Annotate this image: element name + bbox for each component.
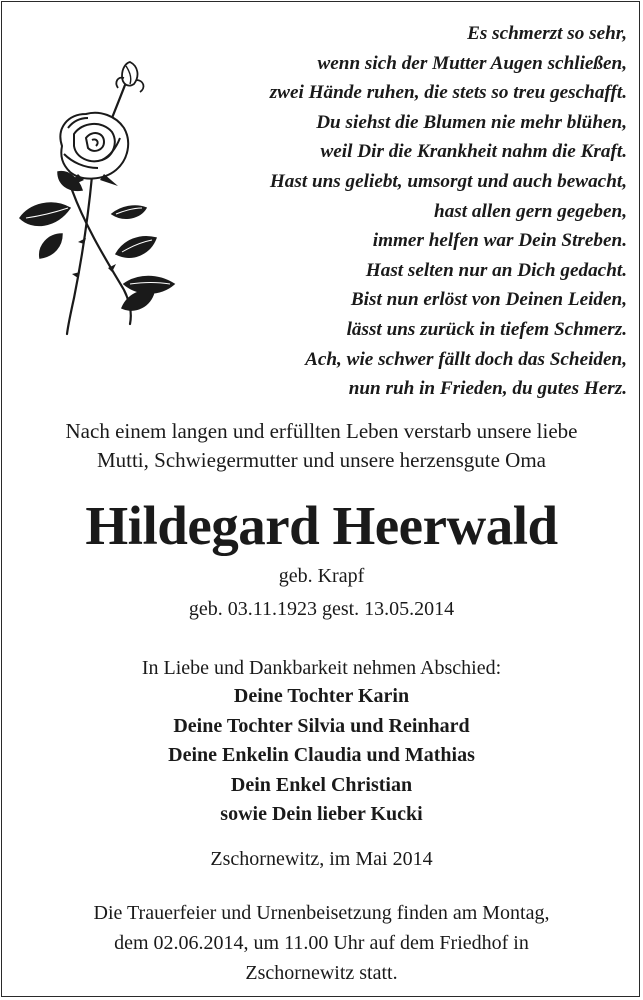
mourner-item: Deine Tochter Silvia und Reinhard	[173, 714, 470, 737]
mourner-item: Dein Enkel Christian	[230, 773, 413, 796]
intro-line: Mutti, Schwiegermutter und unsere herzensgute Oma	[96, 448, 547, 472]
funeral-line: Die Trauerfeier und Urnenbeisetzung finden am Montag,	[93, 902, 550, 924]
intro-line: Nach einem langen und erfüllten Leben verstarb unsere liebe	[65, 419, 578, 443]
poem	[187, 19, 627, 404]
mourner-item: Deine Tochter Karin	[233, 685, 410, 707]
poem-line: immer helfen war Dein Streben.	[372, 230, 627, 252]
poem-line: Hast uns geliebt, umsorgt und auch bewacht,	[269, 170, 627, 192]
mourner-item: sowie Dein lieber Kucki	[220, 803, 423, 826]
poem-line: Es schmerzt so sehr,	[467, 23, 627, 44]
funeral-info	[0, 898, 643, 988]
place-date: Zschornewitz, im Mai 2014	[210, 848, 433, 870]
poem-line: wenn sich der Mutter Augen schließen,	[317, 52, 627, 74]
intro-text	[0, 417, 643, 475]
life-dates: geb. 03.11.1923 gest. 13.05.2014	[188, 598, 455, 620]
mourner-item: Deine Enkelin Claudia und Mathias	[168, 744, 475, 767]
farewell-line: In Liebe und Dankbarkeit nehmen Abschied:	[141, 657, 502, 679]
rose-icon	[12, 58, 184, 338]
poem-line: nun ruh in Frieden, du gutes Herz.	[348, 378, 627, 400]
poem-line: Du siehst die Blumen nie mehr blühen,	[316, 111, 627, 133]
poem-line: lässt uns zurück in tiefem Schmerz.	[346, 318, 627, 340]
poem-line: hast allen gern gegeben,	[434, 200, 627, 222]
funeral-line: dem 02.06.2014, um 11.00 Uhr auf dem Friedhof in	[114, 932, 529, 954]
deceased-name: Hildegard Heerwald	[85, 495, 558, 556]
poem-line: zwei Hände ruhen, die stets so treu geschafft.	[269, 82, 627, 104]
poem-line: weil Dir die Krankheit nahm die Kraft.	[320, 141, 627, 163]
maiden-name: geb. Krapf	[278, 565, 365, 587]
funeral-line: Zschornewitz statt.	[245, 962, 398, 984]
poem-line: Bist nun erlöst von Deinen Leiden,	[350, 289, 627, 311]
poem-line: Ach, wie schwer fällt doch das Scheiden,	[305, 348, 627, 370]
mourners-list	[0, 682, 643, 830]
poem-line: Hast selten nur an Dich gedacht.	[365, 259, 627, 281]
